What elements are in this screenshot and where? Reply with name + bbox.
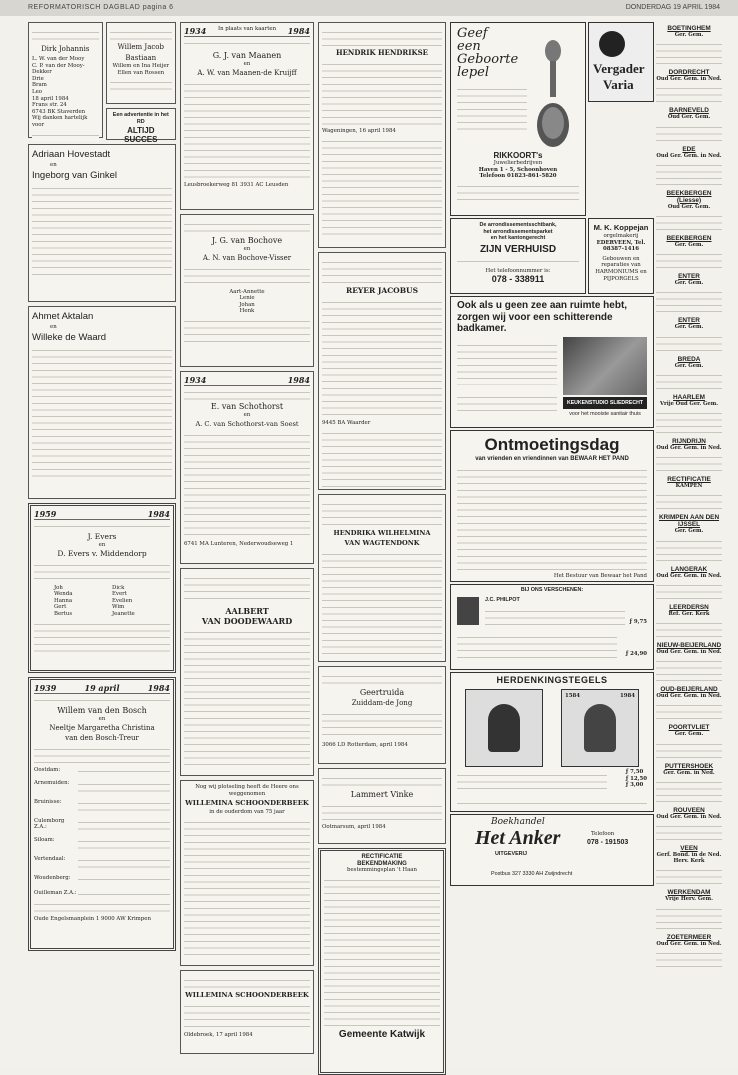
church-service-entry — [656, 356, 722, 391]
portrait-icon — [457, 597, 479, 625]
church-denomination: Ger. Gem. — [674, 280, 704, 287]
death-notice-vinke: Lammert Vinke Ootmarsum, april 1984 — [318, 768, 446, 844]
church-place: HAARLEM — [673, 393, 705, 401]
church-denomination: Oud Ger. Gem. in Ned. — [656, 693, 722, 700]
notice-van-den-bosch: 1939 19 april 1984 Willem van den Bosch en Neeltje Margaretha Christina van den Bosch-Treur Oostdam: Arnemuiden: Bruinisse: Culemborg Z.A.: Siloam: Vertendaal: Woudenberg: Ouilleman Z.A.: Oude Engelsmanplein 1 9000 AW Krimpen — [28, 677, 176, 951]
church-place: BEEKBERGEN (Liesse) — [666, 189, 712, 204]
header-left: REFORMATORISCH DAGBLAD pagina 6 — [28, 4, 174, 11]
church-denomination: Vrije Oud Ger. Gem. — [659, 400, 719, 407]
church-denomination: Ger. Gem. — [674, 528, 704, 535]
church-denomination: Ger. Gem. — [674, 242, 704, 249]
herdenkingstegels-ad: HERDENKINGSTEGELS 1584 1984 ƒ 7,50 ƒ 12,50 ƒ 3,00 — [450, 672, 654, 812]
church-denomination: Oud Ger. Gem. in Ned. — [656, 445, 722, 452]
church-denomination: Gerf. Bond. in de Ned. Herv. Kerk — [656, 852, 722, 865]
notice-van-schothorst: 1934 1984 E. van Schothorst en A. C. van Schothorst-van Soest 6741 MA Lunteren, Nederwoudseweg 1 — [180, 371, 314, 564]
church-service-entry — [656, 934, 722, 969]
badkamer-ad: Ook als u geen zee aan ruimte hebt, zorgen wij voor een schitterende badkamer. KEUKENSTUDIO SLIEDRECHT voor het mooiste sanitair thuis — [450, 296, 654, 428]
church-service-entry — [656, 566, 722, 601]
church-service-entry — [656, 476, 722, 511]
church-service-entry — [656, 604, 722, 639]
church-service-entry — [656, 190, 722, 232]
spoon-icon — [531, 37, 575, 149]
column-4 — [450, 22, 654, 1032]
church-place: ENTER — [678, 273, 700, 281]
boeken-verschenen-ad: BIJ ONS VERSCHENEN: J.C. PHILPOT ƒ 9,75 ƒ 24,90 — [450, 584, 654, 670]
notice-van-bochove: J. G. van Bochove en A. N. van Bochove-Visser Aart-Annette Lenie Johan Henk — [180, 214, 314, 367]
church-place: NIEUW-BEIJERLAND — [656, 642, 722, 650]
church-place: PUTTERSHOEK — [664, 762, 714, 770]
church-service-entry — [656, 724, 722, 759]
church-service-entry — [656, 438, 722, 473]
church-service-entry — [656, 394, 722, 435]
church-service-entry — [656, 889, 722, 930]
church-place: BREDA — [677, 355, 701, 363]
church-service-entry — [656, 514, 722, 562]
tile-portrait-1 — [465, 689, 543, 767]
church-service-entry — [656, 763, 722, 804]
tile-portrait-2: 1584 1984 — [561, 689, 639, 767]
ontmoetingsdag-ad: Ontmoetingsdag van vrienden en vriendinnen van BEWAAR HET PAND Het Bestuur van Bewaar het Pand — [450, 430, 654, 582]
church-place: RIJNDRIJN — [672, 438, 706, 446]
notice-aktalan: Ahmet Aktalan en Willeke de Waard — [28, 306, 176, 499]
death-notice-schoonderbeek: Nog wij plotseling heeft de Heere ons weggenomen WILLEMINA SCHOONDERBEEK in de ouderdom van 75 jaar — [180, 780, 314, 966]
church-denomination: Oud Ger. Gem. in Ned. — [656, 813, 722, 820]
page-header — [0, 0, 738, 16]
church-place: DORDRECHT — [668, 69, 710, 77]
church-place: ROUVEEN — [673, 806, 705, 814]
church-place: OUD-BEIJERLAND — [660, 686, 718, 694]
column-1 — [28, 22, 176, 1032]
church-place: LEERDERSN — [669, 603, 709, 611]
church-denomination: KAMPEN — [675, 483, 703, 490]
church-service-list — [656, 25, 722, 969]
death-notice-hendrikse: HENDRIK HENDRIKSE Wageningen, 16 april 1984 — [318, 22, 446, 248]
church-place: POORTVLIET — [668, 724, 710, 732]
church-place: ENTER — [678, 317, 700, 325]
notice-hovestadt: Adriaan Hovestadt en Ingeborg van Ginkel — [28, 144, 176, 302]
church-service-entry — [656, 807, 722, 842]
notice-evers: 1959 1984 J. Evers en D. Evers v. Middendorp Joh Dick Wenda Evert Hanna Evelien Gert Wim Bertus Jeanette — [28, 503, 176, 673]
church-service-entry — [656, 235, 722, 270]
church-denomination: Oud Ger. Gem. — [667, 203, 711, 210]
birth-notice-willem: Willem Jacob Bastiaan Willem en Ina Heijer Ellen van Rossen — [106, 22, 176, 104]
church-place: BEEKBERGEN — [666, 235, 712, 243]
church-service-entry — [656, 69, 722, 104]
column-3 — [318, 22, 446, 1040]
church-denomination: Oud Ger. Gem. in Ned. — [656, 152, 722, 159]
church-place: BARNEVELD — [669, 107, 709, 115]
death-notice-van-wagtendonk: HENDRIKA WILHELMINA VAN WAGTENDONK — [318, 494, 446, 662]
church-denomination: Oud Ger. Gem. in Ned. — [656, 76, 722, 83]
church-service-entry — [656, 273, 722, 314]
header-right: DONDERDAG 19 APRIL 1984 — [625, 4, 720, 11]
church-denomination: Ger. Gem. in Ned. — [663, 769, 715, 776]
verhuisd-ad: De arrondissementsschtbank, het arrondissementsparket en het kantongerecht ZIJN VERHUISD Het telefoonnummer is: 078 - 338911 — [450, 218, 586, 294]
church-service-entry — [656, 146, 722, 187]
church-place: ZOETERMEER — [666, 933, 712, 941]
church-service-entry — [656, 642, 722, 683]
church-place: LANGERAK — [670, 565, 708, 573]
church-place: RECTIFICATIE — [667, 476, 711, 484]
church-service-entry — [656, 25, 722, 66]
koppejan-ad: M. K. Koppejan orgelmakerij EDERVEEN, Tel. 08387-1416 Gebouwen en reparaties van HARMONIUMS en PIJPORGELS — [588, 218, 654, 294]
church-service-entry — [656, 845, 722, 886]
church-service-entry — [656, 686, 722, 721]
church-denomination: Ger. Gem. — [674, 324, 704, 331]
succes-ad: Een advertentie in het RD ALTIJD SUCCES — [106, 108, 176, 140]
church-place: BOETINGHEM — [667, 25, 711, 32]
church-denomination: Ger. Gem. — [674, 731, 704, 738]
column-2 — [180, 22, 314, 1038]
church-place: VEEN — [680, 845, 698, 853]
church-denomination: Ger. Gem. — [674, 362, 704, 369]
gemeente-katwijk-logo: Gemeente Katwijk — [338, 1028, 426, 1040]
dirk-name: Dirk Johannis — [41, 45, 90, 53]
death-notice-zuiddam: Geertruida Zuiddam-de Jong 3066 LD Rotterdam, april 1984 — [318, 666, 446, 764]
church-denomination: Oud Ger. Gem. in Ned. — [656, 940, 722, 947]
church-service-entry — [656, 317, 722, 352]
church-denomination: Oud Ger. Gem. in Ned. — [656, 572, 722, 579]
church-place: KRIMPEN AAN DEN IJSSEL — [658, 514, 720, 529]
death-notice-doodewaard: AALBERT VAN DOODEWAARD — [180, 568, 314, 776]
church-denomination: Oud Ger. Gem. — [667, 114, 711, 121]
notice-van-maanen: 1934 In plaats van kaarten 1984 G. J. van Maanen en A. W. van Maanen-de Kruijff Leusbroekerweg 81 3931 AC Leusden — [180, 22, 314, 210]
church-place: WERKENDAM — [667, 889, 711, 897]
vergader-varia-logo: Vergader Varia — [588, 22, 654, 102]
katwijk-announcement: RECTIFICATIE BEKENDMAKING bestemmingsplan 't Haan Gemeente Katwijk — [318, 848, 446, 1075]
death-notice-reyer: REYER JACOBUS 9445 BA Waarder — [318, 252, 446, 490]
column-5-kerkdiensten — [656, 22, 722, 1032]
church-service-entry — [656, 107, 722, 142]
birth-notice-dirk: Dirk Johannis L. W. van der Mooy C. P. van der Mooy-Dekker Drie Bram Leo 18 april 1984 Frans str. 24 6743 BK Staverden Wij danken hartelijk voor — [28, 22, 103, 138]
church-denomination: Ref. Ger. Kerk — [668, 610, 710, 617]
rikkoort-ad: Geef een Geboorte lepel RIKKOORT's Juwelierbedrijven Haven 1 - 5, Schoonhoven Telefoon 01823-861-5820 — [450, 22, 586, 216]
death-notice-schoonderbeek-2: WILLEMINA SCHOONDERBEEK Oldebroek, 17 april 1984 — [180, 970, 314, 1054]
badkamer-photo — [563, 337, 647, 395]
church-place: EDE — [682, 145, 696, 153]
het-anker-ad: Boekhandel Het Anker UITGEVERIJ Telefoon 078 - 191503 Postbus 327 3330 AH Zwijndrecht — [450, 814, 654, 886]
church-denomination: Oud Ger. Gem. in Ned. — [656, 649, 722, 656]
church-denomination: Ger. Gem. — [674, 32, 704, 38]
church-denomination: Vrije Herv. Gem. — [665, 896, 713, 903]
